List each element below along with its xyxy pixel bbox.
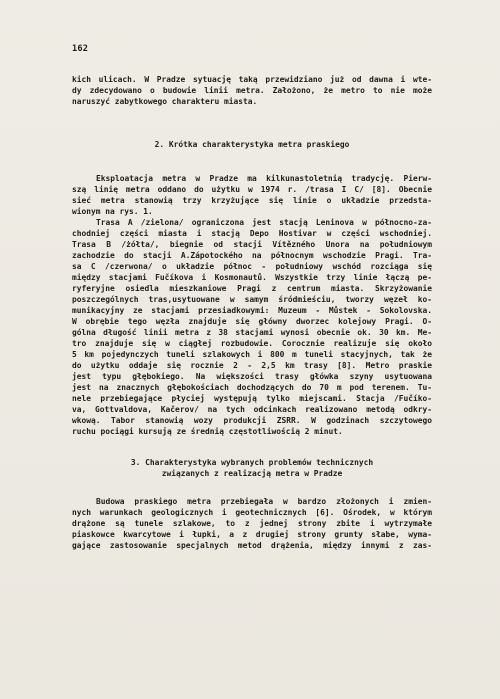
text-line: sa C /czerwona/ o układzie północ - południowy wschód rozciąga się xyxy=(72,262,432,271)
text-line: 5 km pojedynczych tuneli szlakowych i 800 m tuneli stacyjnych, tak że xyxy=(72,350,432,359)
text-line: wkową. Tabor stanowią wozy produkcji ZSRR. W godzinach szczytowego xyxy=(72,416,432,425)
text-line: tro znajduje się w ciągłej rozbudowie. Corocznie realizuje się około xyxy=(72,339,432,348)
text-line: W obrębie tego węzła znajduje się główny dworzec kolejowy Pragi. O- xyxy=(72,317,432,326)
text-line: nych warunkach geologicznych i geotechnicznych [6]. Ośrodek, w którym xyxy=(72,508,432,517)
text-line: munikacyjny ze stacjami przesiadkowymi: Muzeum - Můstek - Sokolovska. xyxy=(72,306,432,315)
text-line: sieć metra stanowią trzy krzyżujące się linie o układzie przedsta- xyxy=(72,196,432,205)
section-heading-line: 3. Charakterystyka wybranych problemów technicznych xyxy=(130,458,374,467)
text-line: Eksploatacja metra w Pradze ma kilkunastoletnią tradycję. Pierw- xyxy=(96,174,432,183)
section-heading: 2. Krótka charakterystyka metra praskiego xyxy=(154,140,350,149)
text-line: chodniej części miasta i stacją Depo Hostivar w części wschodniej. xyxy=(72,229,432,238)
text-line: do użytku oddaje się rocznie 2 - 2,5 km trasy [8]. Metro praskie xyxy=(72,361,432,370)
text-line: va, Gottvaldova, Kačerov/ na tych odcinkach realizowano metodą odkry- xyxy=(72,405,432,414)
text-line: jest typu głębokiego. Na większości trasy główka szyny usytuowana xyxy=(72,372,432,381)
page-number: 162 xyxy=(72,44,89,54)
text-line: ryferyjne osiedla mieszkaniowe Pragi z centrum miasta. Skrzyżowanie xyxy=(72,284,432,293)
text-line: jest na znacznych głębokościach dochodzących do 70 m pod terenem. Tu- xyxy=(72,383,432,392)
text-line: ruchu pociągi kursują ze średnią częstotliwością 2 minut. xyxy=(72,427,343,436)
text-line: drążone są tunele szlakowe, to z jednej strony zbite i wytrzymałe xyxy=(72,519,432,528)
text-line: dy zdecydowano o budowie linii metra. Założono, że metro to nie może xyxy=(72,86,432,95)
text-line: gające zastosowanie specjalnych metod drążenia, między innymi z zas- xyxy=(72,541,432,550)
text-line: Trasa B /żółta/, biegnie od stacji Vítězného Unora na południowym xyxy=(72,240,432,249)
text-line: gólna długość linii metra z 38 stacjami wynosi obecnie ok. 30 km. Me- xyxy=(72,328,432,337)
text-line: między stacjami Fučíkova i Kosmonautů. Wszystkie trzy linie łączą pe- xyxy=(72,273,432,282)
text-line: kich ulicach. W Pradze sytuację taką przewidziano już od dawna i wte- xyxy=(72,75,432,84)
text-line: Budowa praskiego metra przebiegała w bardzo złożonych i zmien- xyxy=(96,497,432,506)
section-heading-line: związanych z realizacją metra w Pradze xyxy=(161,469,343,478)
text-line: zachodzie do stacji A.Zápotockého na północnym wschodzie Pragi. Tra- xyxy=(72,251,432,260)
text-line: Trasa A /zielona/ ograniczona jest stacją Leninova w północno-za- xyxy=(96,218,432,227)
text-line: naruszyć zabytkowego charakteru miasta. xyxy=(72,97,258,106)
text-line: poszczególnych tras,usytuowane w samym śródmieściu, tworzy węzeł ko- xyxy=(72,295,432,304)
text-line: szą linię metra oddano do użytku w 1974 r. /trasa I C/ [8]. Obecnie xyxy=(72,185,432,194)
text-line: piaskowce kwarcytowe i łupki, a z drugiej strony grunty słabe, wyma- xyxy=(72,530,432,539)
text-line: nele przebiegające płyciej występują tylko miejscami. Stacja /Fučíko- xyxy=(72,394,432,403)
text-line: wionym na rys. 1. xyxy=(72,207,153,216)
